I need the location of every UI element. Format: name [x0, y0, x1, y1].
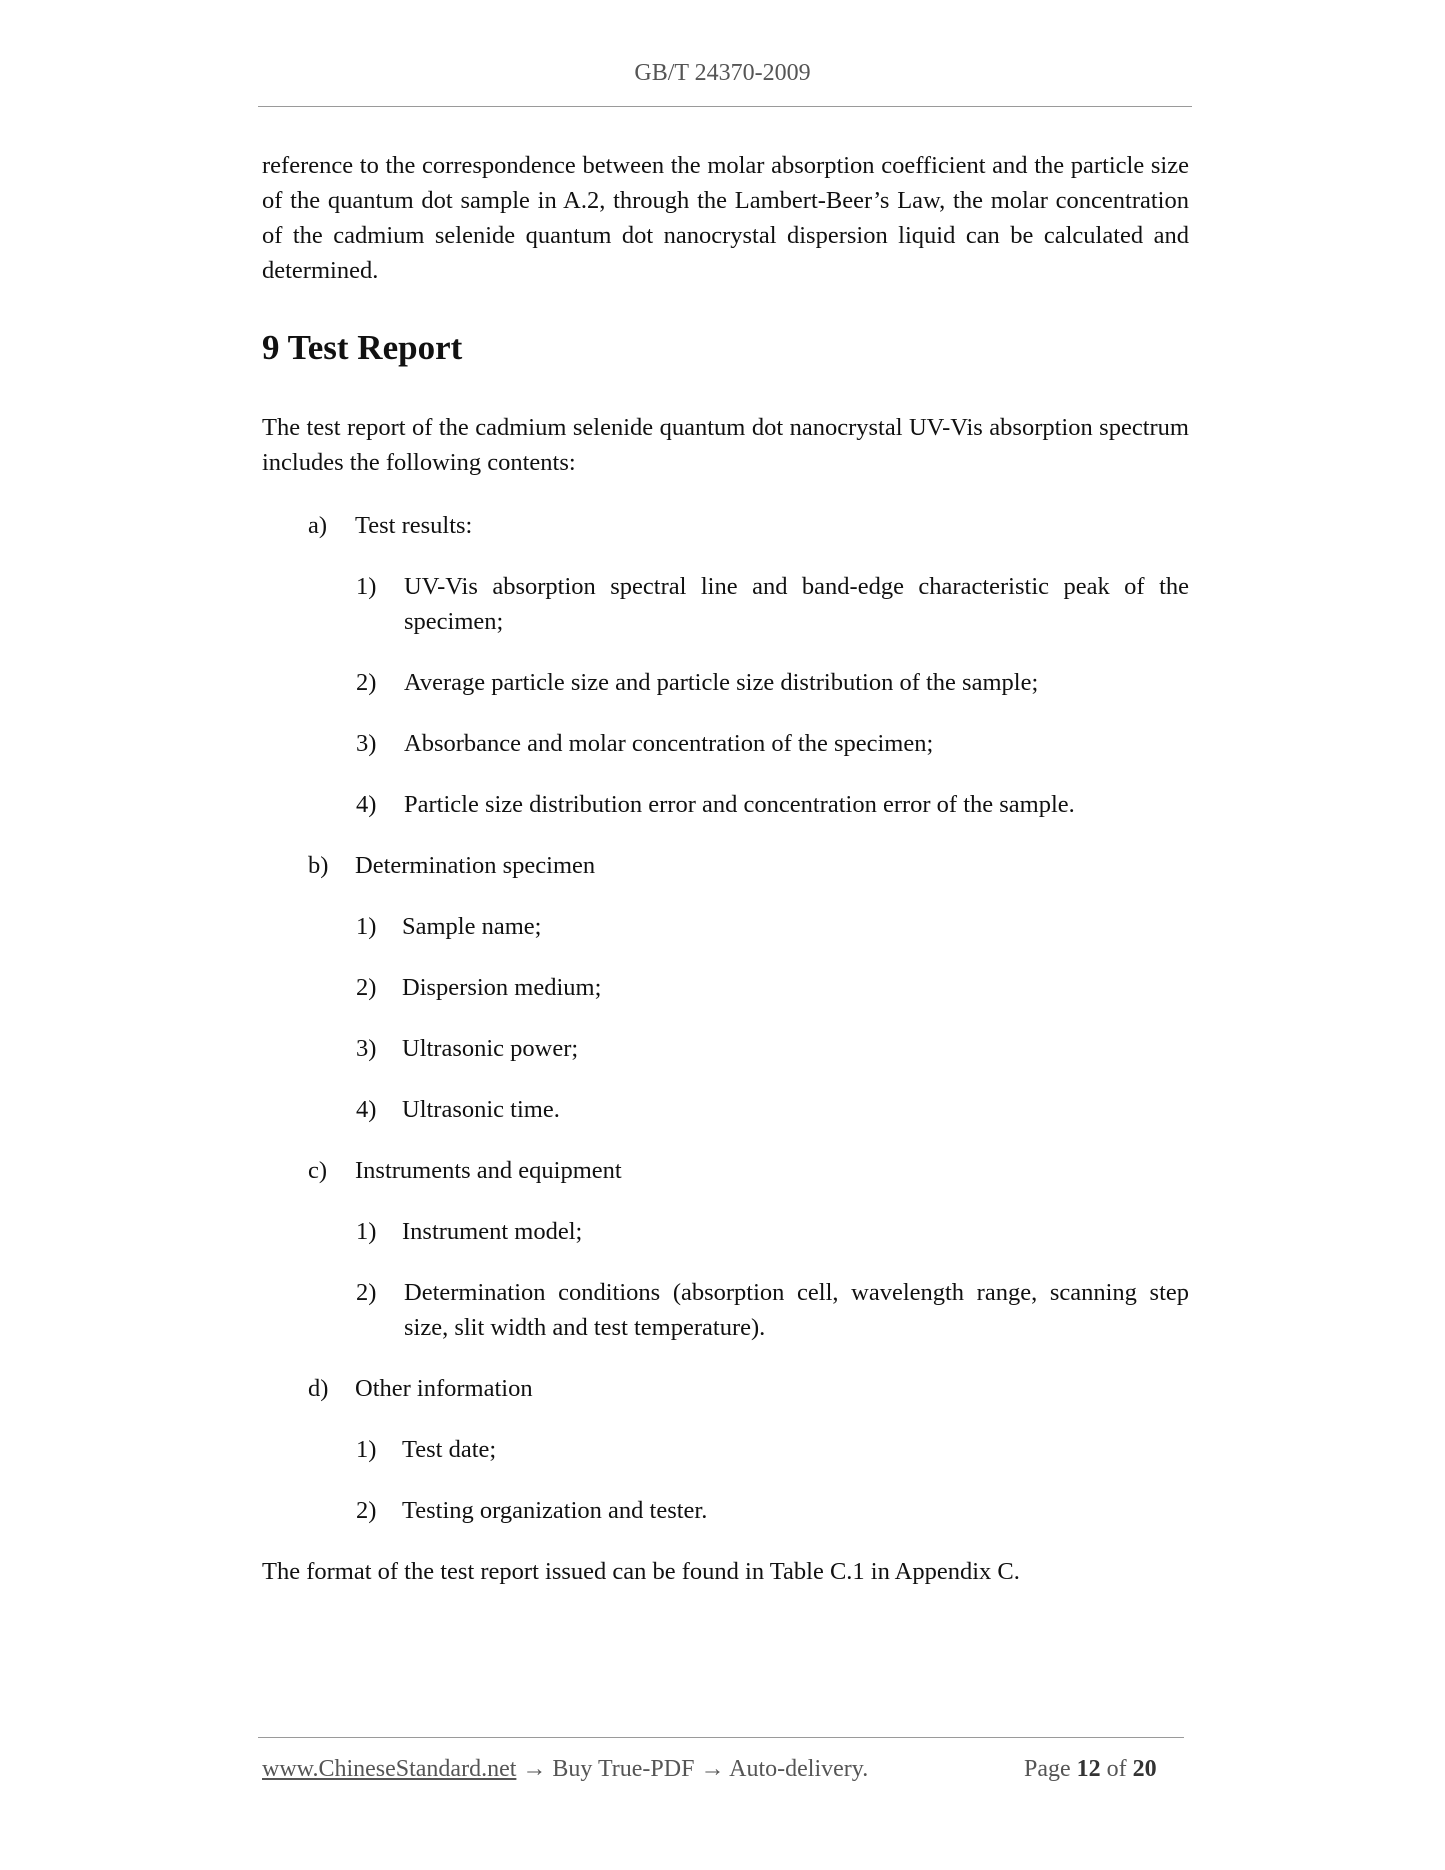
- intro-paragraph: reference to the correspondence between the molar absorption coefficient and the particle size of the quantum dot sample in A.2, through the Lambert-Beer’s Law, the molar concentration of the cadmium selenide quantum dot nanocrystal dispersion liquid can be calculated and determined.: [262, 152, 1189, 284]
- item-marker: 2): [356, 974, 377, 1001]
- site-link[interactable]: www.ChineseStandard.net: [262, 1756, 517, 1782]
- item-text: Sample name;: [402, 913, 542, 940]
- item-text: Instrument model;: [402, 1218, 583, 1245]
- page-indicator: [1024, 1756, 1157, 1783]
- of-label: of: [1106, 1756, 1127, 1782]
- item-marker: 2): [356, 1497, 377, 1524]
- section-heading: 9 Test Report: [262, 328, 463, 367]
- item-marker: 1): [356, 1436, 377, 1463]
- item-marker: 4): [356, 791, 377, 818]
- buy-true-pdf-text: Buy True-PDF: [552, 1756, 695, 1782]
- item-marker: 2): [356, 669, 377, 696]
- item-text: Absorbance and molar concentration of the specimen;: [404, 730, 934, 757]
- item-text: Determination conditions (absorption cell, wavelength range, scanning step size, slit width and test temperature).: [404, 1279, 1189, 1341]
- item-marker: 1): [356, 573, 377, 600]
- auto-delivery-text: Auto-delivery.: [729, 1756, 869, 1782]
- section-lead-paragraph: The test report of the cadmium selenide quantum dot nanocrystal UV-Vis absorption spectrum includes the following contents:: [262, 414, 1189, 476]
- item-text: Ultrasonic time.: [402, 1096, 560, 1123]
- header-divider: [258, 106, 1192, 107]
- item-text: Particle size distribution error and concentration error of the sample.: [404, 791, 1075, 818]
- group-marker: a): [308, 512, 328, 539]
- group-title: Instruments and equipment: [355, 1157, 622, 1184]
- closing-paragraph: The format of the test report issued can be found in Table C.1 in Appendix C.: [262, 1558, 1020, 1585]
- item-text: Dispersion medium;: [402, 974, 602, 1001]
- item-marker: 1): [356, 913, 377, 940]
- item-marker: 2): [356, 1279, 377, 1306]
- item-text: UV-Vis absorption spectral line and band-edge characteristic peak of the specimen;: [404, 573, 1189, 635]
- item-marker: 1): [356, 1218, 377, 1245]
- page-current: 12: [1076, 1756, 1101, 1782]
- item-text: Testing organization and tester.: [402, 1497, 708, 1524]
- item-marker: 4): [356, 1096, 377, 1123]
- group-title: Determination specimen: [355, 852, 596, 879]
- footer-promo: [262, 1756, 868, 1783]
- arrow-right-icon: →: [700, 1756, 725, 1782]
- group-marker: d): [308, 1375, 329, 1402]
- running-header: GB/T 24370-2009: [634, 60, 811, 86]
- group-marker: b): [308, 852, 329, 879]
- footer-divider: [258, 1737, 1184, 1738]
- item-text: Ultrasonic power;: [402, 1035, 579, 1062]
- page-label: Page: [1024, 1756, 1071, 1782]
- item-marker: 3): [356, 730, 377, 757]
- item-text: Average particle size and particle size distribution of the sample;: [404, 669, 1039, 696]
- group-marker: c): [308, 1157, 328, 1184]
- arrow-right-icon: →: [522, 1756, 547, 1782]
- group-title: Other information: [355, 1375, 533, 1402]
- item-text: Test date;: [402, 1436, 497, 1463]
- item-marker: 3): [356, 1035, 377, 1062]
- group-title: Test results:: [355, 512, 473, 539]
- page-total: 20: [1132, 1756, 1157, 1782]
